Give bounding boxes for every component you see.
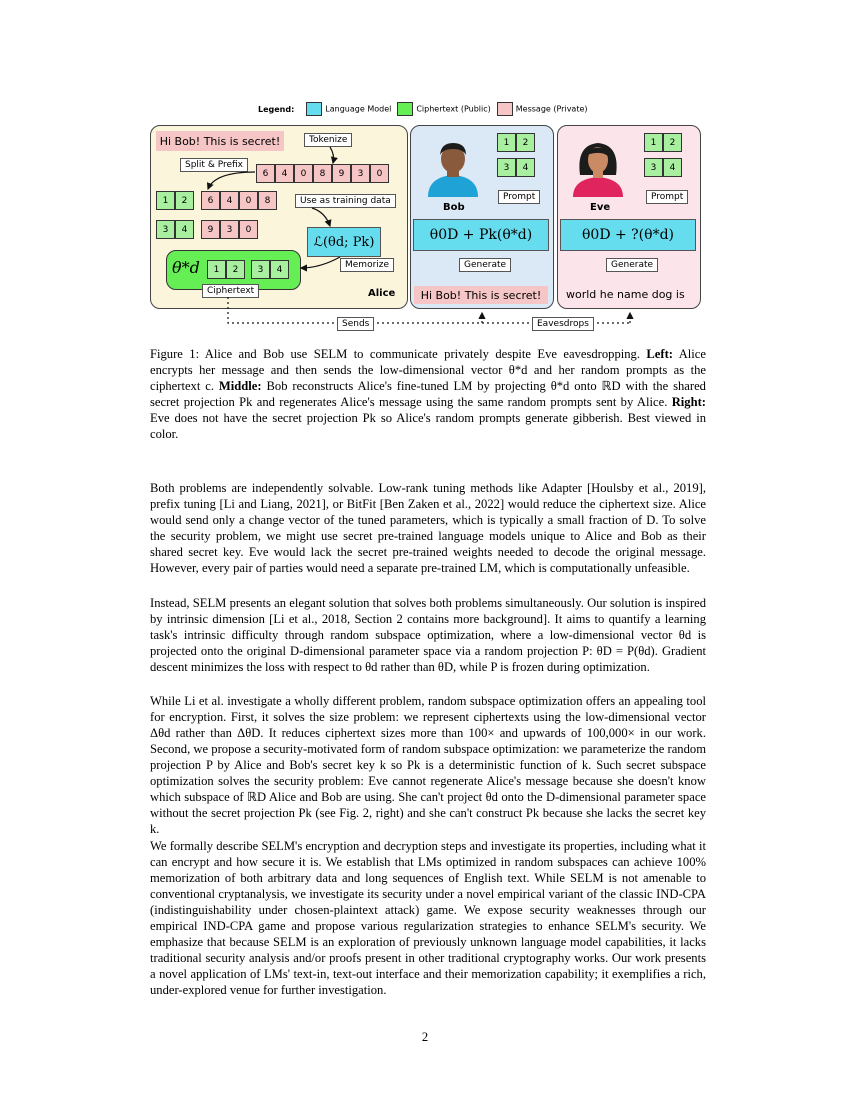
eve-generate-label: Generate [606, 258, 658, 272]
eve-lm-box: θ0D + ?(θ*d) [560, 219, 696, 251]
page-number: 2 [421, 1030, 429, 1044]
eve-name: Eve [590, 202, 611, 213]
prompt-cell: 1 [497, 133, 516, 152]
caption-right-text: Eve does not have the secret projection Pk so Alice's random prompts generate gibberish. Best viewed in color. [150, 411, 706, 441]
prompt-cell: 2 [175, 191, 194, 210]
caption-middle-text: Bob reconstructs Alice's fine-tuned LM by projecting θ*d onto ℝD with the shared secret projection Pk and regenerates Alice's message using the same random prompts sent by Alice. [150, 379, 706, 409]
alice-message: Hi Bob! This is secret! [156, 131, 284, 151]
prompt-cell: 4 [516, 158, 535, 177]
legend-item-message: Message (Private) [497, 102, 588, 116]
cipher-cell: 4 [270, 260, 289, 279]
eve-avatar [568, 137, 628, 197]
prompt-cell: 3 [644, 158, 663, 177]
sends-label: Sends [337, 317, 374, 331]
bob-output: Hi Bob! This is secret! [414, 286, 548, 304]
memorize-label: Memorize [340, 258, 394, 272]
legend-item-language-model: Language Model [306, 102, 391, 116]
token-cell: 8 [313, 164, 332, 183]
cipher-cell: 3 [251, 260, 270, 279]
use-as-training-label: Use as training data [295, 194, 396, 208]
body-paragraph: Both problems are independently solvable. Low-rank tuning methods like Adapter [Houlsby et al., 2019], prefix tuning [Li and Liang, 2021], or BitFit [Ben Zaken et al., 2022] would reduce the ciphertext size. Alice would send only a change vector of the tuned parameters, which is typically a small fraction of D. To solve the security problem, we might use secret pre-trained language models unique to Alice and Bob as their shared secret key. Eve would lack the secret pre-trained weights needed to decode the original message. However, every pair of parties would need a separate pre-trained LM, which is computationally unfeasible. [150, 481, 706, 575]
token-cell: 9 [201, 220, 220, 239]
token-cell: 0 [239, 220, 258, 239]
caption-middle-label: Middle: [218, 379, 262, 393]
token-cell: 0 [294, 164, 313, 183]
prompt-cell: 4 [663, 158, 682, 177]
caption-left-text: Alice encrypts her message and then sends the low-dimensional vector θ*d and her random prompts as the ciphertext c. [150, 347, 706, 393]
figure-caption [150, 346, 706, 442]
prompt-cell: 3 [156, 220, 175, 239]
legend-title: Legend: [258, 104, 295, 114]
token-cell: 3 [220, 220, 239, 239]
loss-function-box: ℒ(θd; Pk) [307, 227, 381, 257]
prompt-cell: 2 [663, 133, 682, 152]
eavesdrops-label: Eavesdrops [532, 317, 594, 331]
bob-generate-label: Generate [459, 258, 511, 272]
eve-prompt-label: Prompt [646, 190, 688, 204]
ciphertext-label: Ciphertext [202, 284, 259, 298]
body-paragraph: We formally describe SELM's encryption and decryption steps and investigate its properties, including what it can encrypt and how secure it is. We establish that LMs optimized in random subspaces can achieve 100% memorization of both arbitrary data and long sequences of English text. While SELM is not amenable to conventional cryptanalysis, we investigate its security under a novel empirical variant of the classic IND-CPA (indistinguishability under chosen-plaintext attack) game. We expose security weaknesses through our empirical IND-CPA game and propose various regularization strategies to enhance SELM's security. We emphasize that because SELM is an exploration of previously unknown language model capabilities, it lacks traditional security analysis and/or proofs present in other traditional cryptography works. Our work presents a novel application of LMs' text-in, text-out interface and their memorization capability; it exemplifies a rich, under-explored venue for further investigation. [150, 839, 706, 997]
bob-name: Bob [443, 202, 465, 213]
bob-lm-box: θ0D + Pk(θ*d) [413, 219, 549, 251]
bob-avatar [423, 137, 483, 197]
bob-prompt-label: Prompt [498, 190, 540, 204]
prompt-cell: 4 [175, 220, 194, 239]
token-cell: 4 [275, 164, 294, 183]
prompt-cell: 1 [644, 133, 663, 152]
token-cell: 4 [220, 191, 239, 210]
token-cell: 9 [332, 164, 351, 183]
token-cell: 6 [201, 191, 220, 210]
token-cell: 3 [351, 164, 370, 183]
token-cell: 0 [239, 191, 258, 210]
cipher-cell: 1 [207, 260, 226, 279]
alice-name: Alice [368, 288, 396, 299]
figure-legend [258, 102, 588, 116]
caption-lead: Figure 1: Alice and Bob use SELM to communicate privately despite Eve eavesdropping. [150, 347, 640, 361]
tokenize-label: Tokenize [304, 133, 352, 147]
body-paragraph: While Li et al. investigate a wholly different problem, random subspace optimization offers an appealing tool for encryption. First, it solves the size problem: we represent ciphertexts using the low-dimensional vector Δθd rather than ΔθD. It reduces ciphertext sizes more than 100× and upwards of 100,000× in our work. Second, we propose a security-motivated form of random subspace optimization: we parameterize the random projection P by Alice and Bob's secret key k so Pk is a deterministic function of k. Such secret subspace optimization solves the security problem: Eve cannot regenerate Alice's message because she doesn't know which subspace of ℝD Alice and Bob are using. She can't project θd onto the D-dimensional parameter space without the secret projection Pk (see Fig. 2, right) and she can't construct Pk because she lacks the secret key k. [150, 694, 706, 836]
prompt-cell: 2 [516, 133, 535, 152]
split-prefix-label: Split & Prefix [180, 158, 248, 172]
token-cell: 0 [370, 164, 389, 183]
cipher-cell: 2 [226, 260, 245, 279]
prompt-cell: 1 [156, 191, 175, 210]
prompt-cell: 3 [497, 158, 516, 177]
caption-right-label: Right: [671, 395, 706, 409]
body-paragraph: Instead, SELM presents an elegant solution that solves both problems simultaneously. Our solution is inspired by intrinsic dimension [Li et al., 2018, Section 2 contains more background]. It aims to quantify a learning task's intrinsic difficulty through random subspace optimization, where a low-dimensional vector θd is projected onto the original D-dimensional parameter space via a random projection P: θD = P(θd). Gradient descent minimizes the loss with respect to θd rather than θD, while P is frozen during optimization. [150, 596, 706, 674]
eve-output: world he name dog is [566, 288, 685, 301]
token-cell: 8 [258, 191, 277, 210]
caption-left-label: Left: [646, 347, 673, 361]
theta-star-symbol: θ*d [172, 258, 200, 277]
legend-item-ciphertext: Ciphertext (Public) [397, 102, 490, 116]
token-cell: 6 [256, 164, 275, 183]
